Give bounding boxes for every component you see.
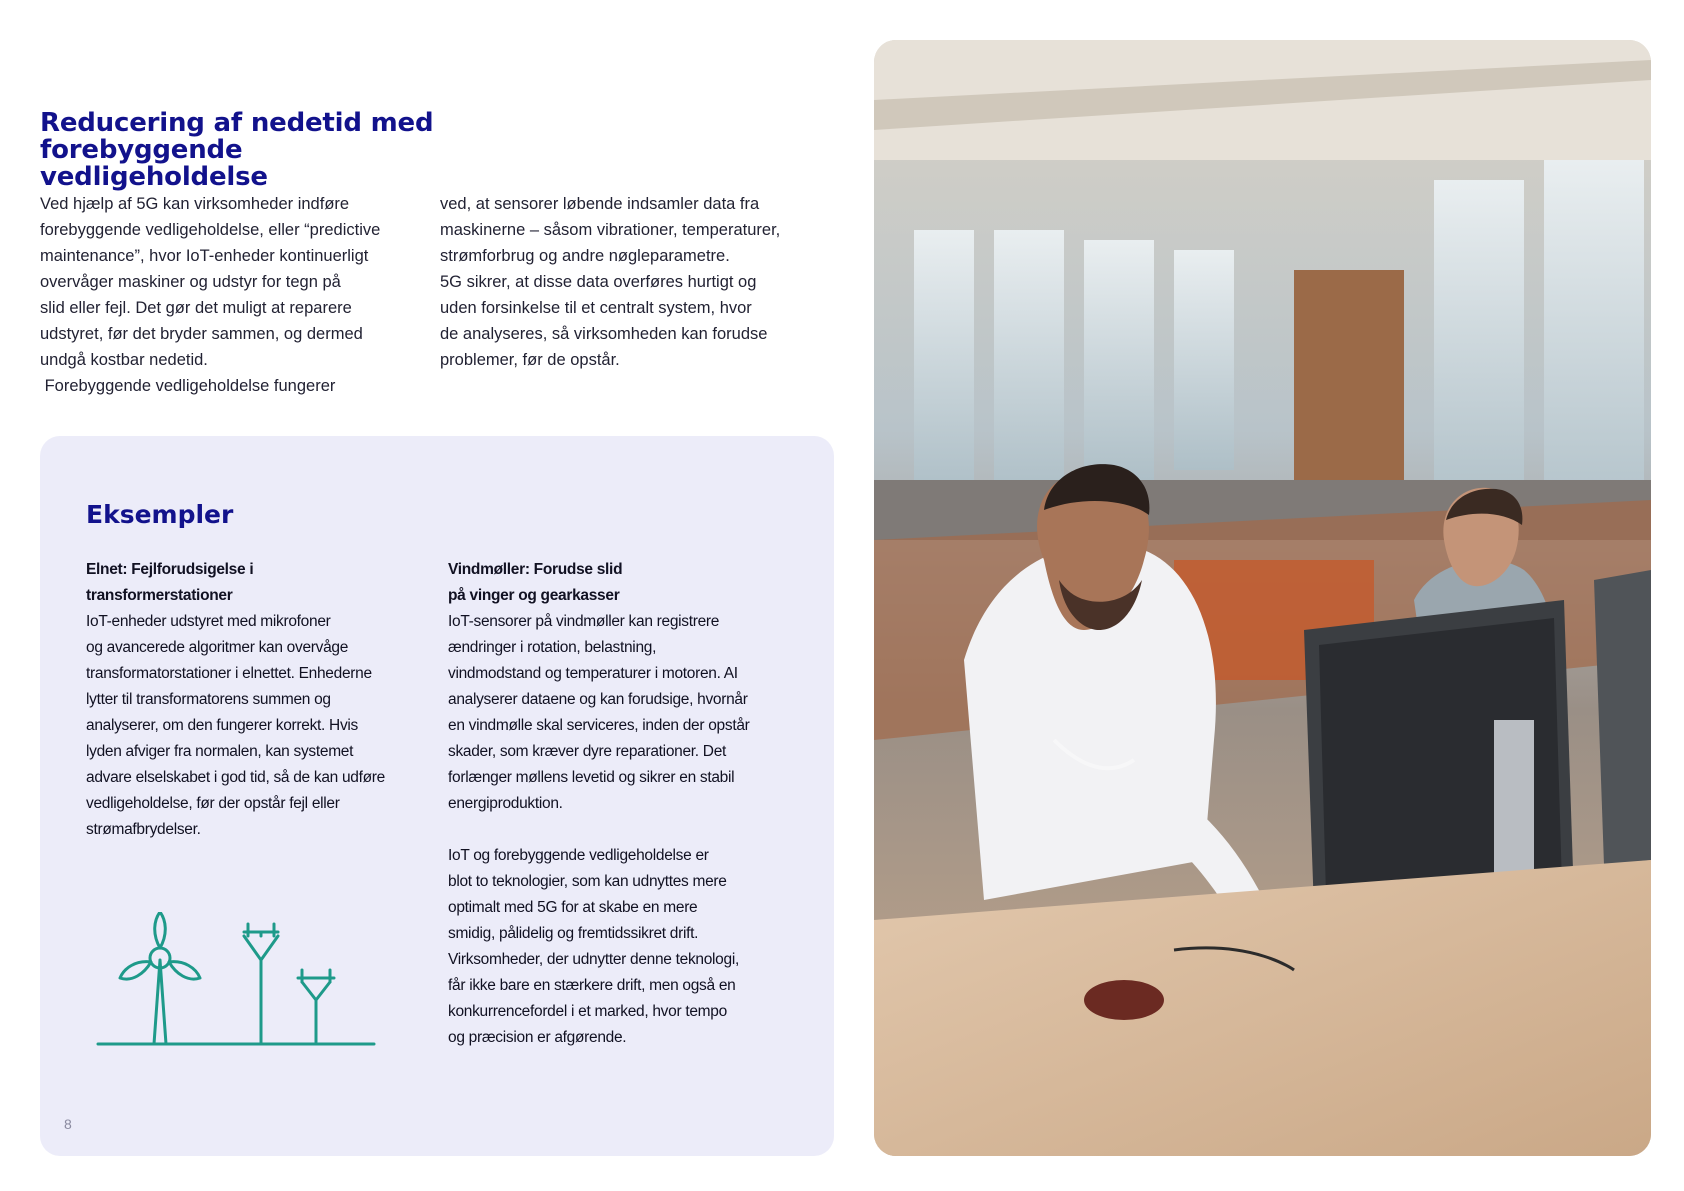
example-heading-line: transformerstationer [86,587,233,604]
intro-line: overvåger maskiner og udstyr for tegn på [40,273,341,291]
intro-line: uden forsinkelse til et centralt system, hvor [440,299,752,317]
closing-line: smidig, pålidelig og fremtidssikret drift. [448,925,699,942]
intro-line: de analyseres, så virksomheden kan forudse [440,325,768,343]
intro-line: undgå kostbar nedetid. [40,351,208,369]
intro-line: maskinerne – såsom vibrationer, temperaturer, [440,221,781,239]
example-line: strømafbrydelser. [86,821,201,838]
closing-line: blot to teknologier, som kan udnyttes mere [448,873,727,890]
example-line: IoT-sensorer på vindmøller kan registrere [448,613,720,630]
closing-line: Virksomheder, der udnytter denne teknologi, [448,951,739,968]
example-line: lyden afviger fra normalen, kan systemet [86,743,354,760]
closing-line: optimalt med 5G for at skabe en mere [448,899,698,916]
example-line: analyserer, om den fungerer korrekt. Hvis [86,717,358,734]
example-line: analyserer dataene og kan forudsige, hvornår [448,691,748,708]
intro-line: maintenance”, hvor IoT-enheder kontinuerligt [40,247,369,265]
example-line: lytter til transformatorens summen og [86,691,331,708]
examples-title: Eksempler [86,500,234,529]
example-line: energiproduktion. [448,795,563,812]
example-line: en vindmølle skal serviceres, inden der opstår [448,717,750,734]
closing-line: IoT og forebyggende vedligeholdelse er [448,847,709,864]
example-line: advare elselskabet i god tid, så de kan udføre [86,769,385,786]
closing-paragraph [448,843,788,1051]
example-elnet-heading [86,557,416,609]
intro-line: strømforbrug og andre nøgleparametre. [440,247,730,265]
example-vindmoller [448,557,788,1051]
intro-line: Forebyggende vedligeholdelse fungerer [40,377,336,395]
intro-column-right [440,191,840,373]
intro-column-left [40,191,420,399]
example-line: forlænger møllens levetid og sikrer en stabil [448,769,735,786]
example-elnet [86,557,416,843]
example-heading-line: Vindmøller: Forudse slid [448,561,623,578]
example-line: transformatorstationer i elnettet. Enhederne [86,665,372,682]
intro-line: forebyggende vedligeholdelse, eller “predictive [40,221,381,239]
example-heading-line: på vinger og gearkasser [448,587,620,604]
intro-line: udstyret, før det bryder sammen, og dermed [40,325,363,343]
page-title-line-2: forebyggende vedligeholdelse [40,135,268,192]
example-heading-line: Elnet: Fejlforudsigelse i [86,561,254,578]
office-photo [874,40,1651,1156]
intro-line: slid eller fejl. Det gør det muligt at reparere [40,299,352,317]
energy-illustration [96,912,376,1052]
closing-line: får ikke bare en stærkere drift, men også en [448,977,736,994]
example-vindmoller-heading [448,557,788,609]
closing-line: konkurrencefordel i et marked, hvor tempo [448,1003,727,1020]
example-line: vindmodstand og temperaturer i motoren. AI [448,665,738,682]
example-line: skader, som kræver dyre reparationer. Det [448,743,727,760]
example-line: ændringer i rotation, belastning, [448,639,657,656]
page-title [40,110,460,191]
power-pylon-icon [244,924,278,1042]
intro-line: ved, at sensorer løbende indsamler data fra [440,195,760,213]
wind-turbine-icon [120,912,200,1044]
closing-line: og præcision er afgørende. [448,1029,627,1046]
example-line: og avancerede algoritmer kan overvåge [86,639,349,656]
example-line: vedligeholdelse, før der opstår fejl eller [86,795,340,812]
intro-line: 5G sikrer, at disse data overføres hurtigt og [440,273,757,291]
intro-line: problemer, før de opstår. [440,351,620,369]
example-line: IoT-enheder udstyret med mikrofoner [86,613,331,630]
intro-line: Ved hjælp af 5G kan virksomheder indføre [40,195,350,213]
page-title-line-1: Reducering af nedetid med [40,108,434,138]
page-number: 8 [64,1116,72,1132]
power-pylon-icon [298,970,334,1042]
